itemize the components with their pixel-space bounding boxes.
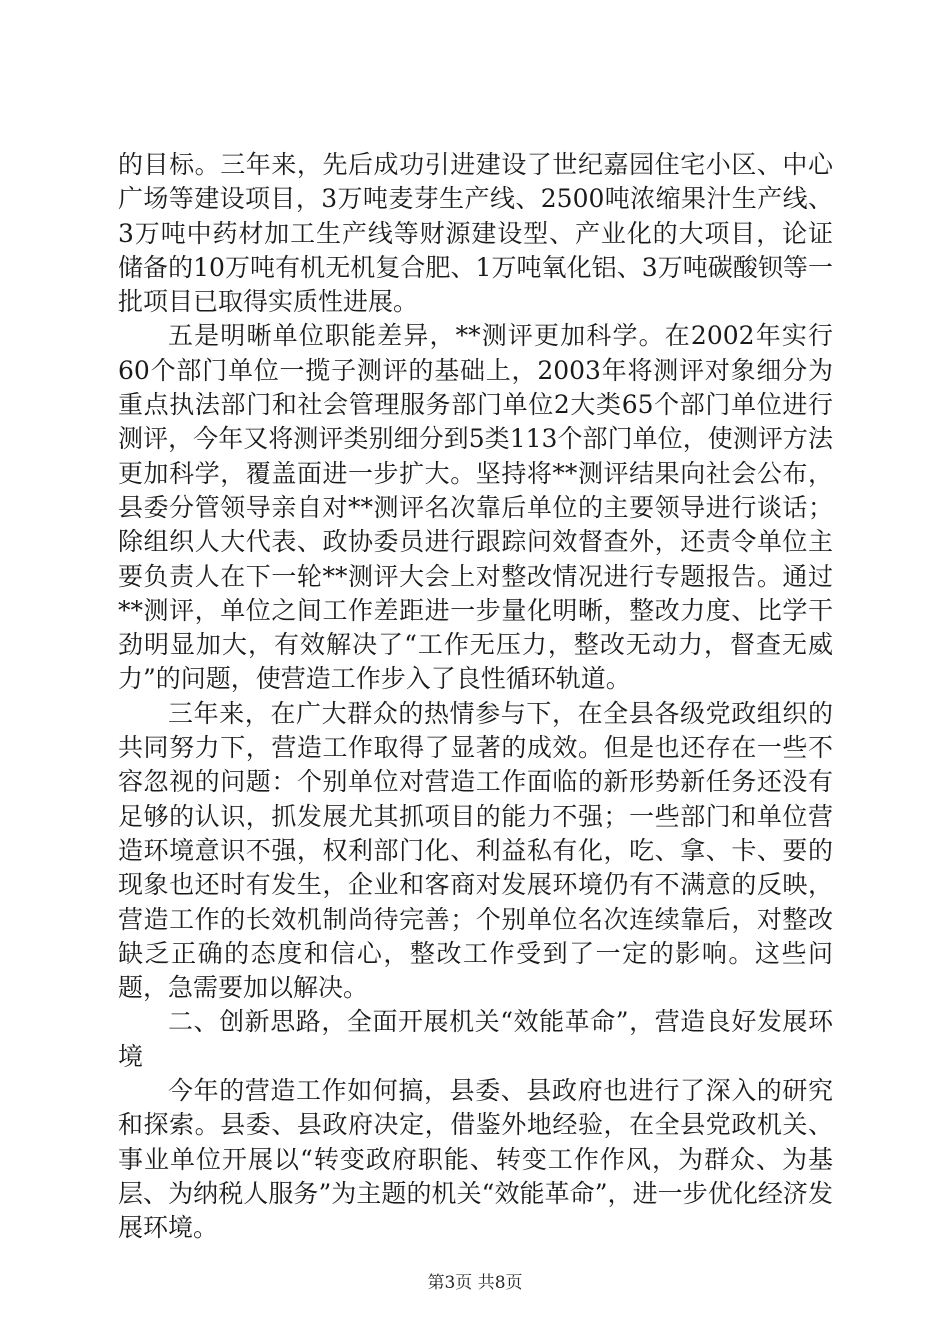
section-heading: 二、创新思路，全面开展机关“效能革命”，营造良好发展环境	[118, 1007, 833, 1071]
paragraph-evaluation: 五是明晰单位职能差异，**测评更加科学。在2002年实行60个部门单位一揽子测评的基础上，2003年将测评对象细分为重点执法部门和社会管理服务部门单位2大类65个部门单位进行测评，今年又将测评类别细分到5类113个部门单位，使测评方法更加科学，覆盖面进一步扩大。坚持将**测评结果向社会公布，县委分管领导亲自对**测评名次靠后单位的主要领导进行谈话；除组织人大代表、政协委员进行跟踪问效督查外，还责令单位主要负责人在下一轮**测评大会上对整改情况进行专题报告。通过**测评，单位之间工作差距进一步量化明晰，整改力度、比学干劲明显加大，有效解决了“工作无压力，整改无动力，督查无威力”的问题，使营造工作步入了良性循环轨道。	[118, 321, 833, 694]
paragraph-continuation: 的目标。三年来，先后成功引进建设了世纪嘉园住宅小区、中心广场等建设项目，3万吨麦芽生产线、2500吨浓缩果汁生产线、3万吨中药材加工生产线等财源建设型、产业化的大项目，论证储备的10万吨有机无机复合肥、1万吨氧化铝、3万吨碳酸钡等一批项目已取得实质性进展。	[118, 150, 833, 317]
page-number-footer: 第3页 共8页	[427, 1273, 523, 1293]
paragraph-efficiency-revolution: 今年的营造工作如何搞，县委、县政府也进行了深入的研究和探索。县委、县政府决定，借鉴外地经验，在全县党政机关、事业单位开展以“转变政府职能、转变工作作风，为群众、为基层、为纳税人服务”为主题的机关“效能革命”，进一步优化经济发展环境。	[118, 1076, 833, 1243]
document-body	[118, 148, 833, 1246]
paragraph-problems: 三年来，在广大群众的热情参与下，在全县各级党政组织的共同努力下，营造工作取得了显著的成效。但是也还存在一些不容忽视的问题：个别单位对营造工作面临的新形势新任务还没有足够的认识，抓发展尤其抓项目的能力不强；一些部门和单位营造环境意识不强，权利部门化、利益私有化，吃、拿、卡、要的现象也还时有发生，企业和客商对发展环境仍有不满意的反映，营造工作的长效机制尚待完善；个别单位名次连续靠后，对整改缺乏正确的态度和信心，整改工作受到了一定的影响。这些问题，急需要加以解决。	[118, 698, 833, 1003]
